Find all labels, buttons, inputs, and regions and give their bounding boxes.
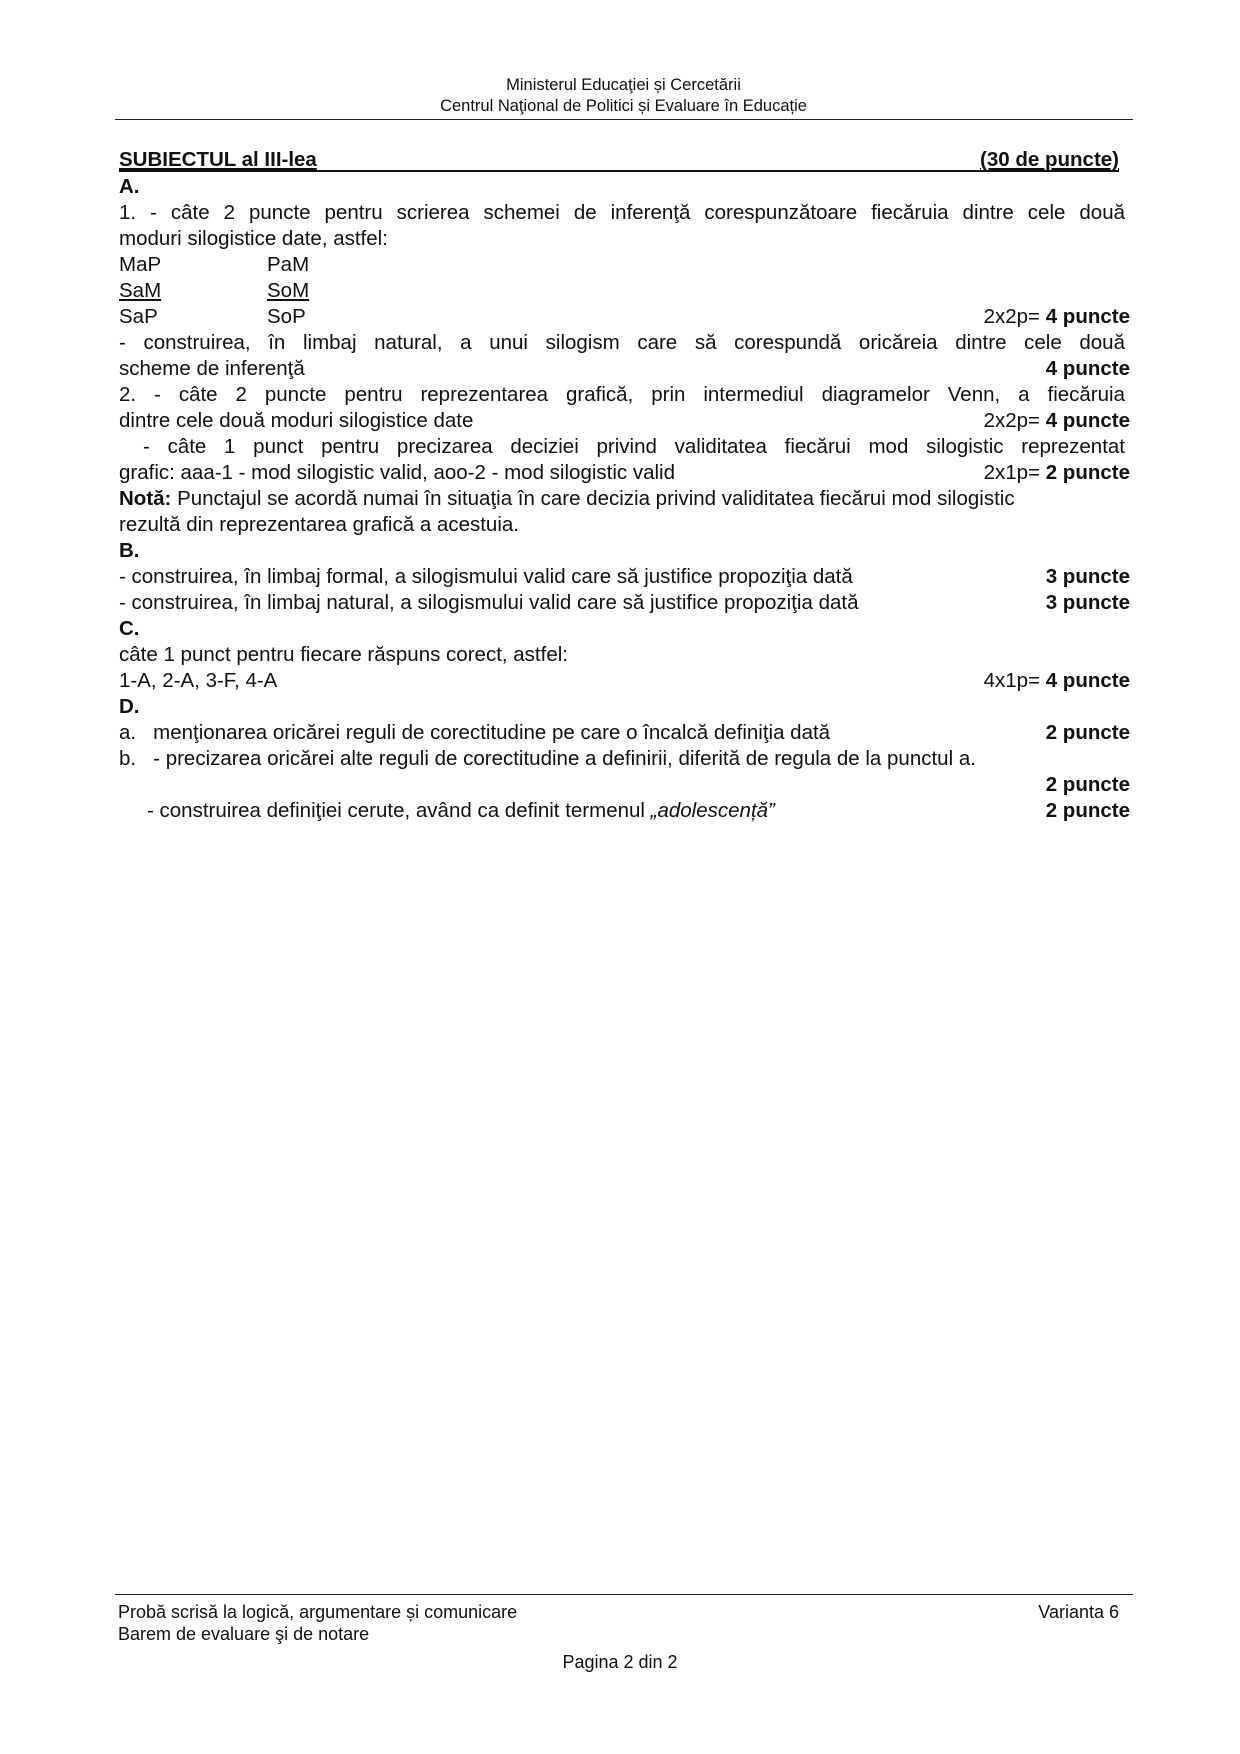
subject-rule — [119, 170, 1119, 172]
c-answers: 1-A, 2-A, 3-F, 4-A — [119, 669, 278, 692]
d-c-term: „adolescență” — [650, 799, 775, 822]
a-decision-line2: grafic: aaa-1 - mod silogistic valid, aoo-2 - mod silogistic valid — [119, 461, 676, 484]
header-rule — [115, 119, 1133, 120]
d-b-score: 2 puncte — [1045, 773, 1130, 796]
c-score-prefix: 4x1p= — [983, 669, 1040, 692]
a-item2-line2: dintre cele două moduri silogistice date — [119, 409, 474, 432]
d-c-prefix: - construirea definiţiei cerute, având ca definit termenul — [147, 799, 651, 822]
scheme-mod2-conclusion: SoP — [267, 305, 306, 328]
d-b-line: b. - precizarea oricărei alte reguli de corectitudine a definirii, diferită de regula de la punctul a. — [119, 747, 976, 770]
b-line1: - construirea, în limbaj formal, a silogismului valid care să justifice propoziţia dată — [119, 565, 853, 588]
a-construct-line1: - construirea, în limbaj natural, a unui silogism care să corespundă oricăreia dintre cele două — [119, 331, 1125, 354]
b-score1: 3 puncte — [1045, 565, 1130, 588]
section-c-label: C. — [119, 617, 140, 640]
a-note-line2: rezultă din reprezentarea grafică a acestuia. — [119, 513, 519, 536]
a-score4-value: 2 puncte — [1045, 461, 1130, 484]
d-a-line: a. menţionarea oricărei reguli de corectitudine pe care o încalcă definiţia dată — [119, 721, 831, 744]
a-item2-line1: 2. - câte 2 puncte pentru reprezentarea grafică, prin intermediul diagramelor Venn, a fiecăruia — [119, 383, 1125, 406]
scheme-mod2-major: PaM — [267, 253, 310, 276]
a-score4 — [984, 460, 1130, 486]
header-ministry: Ministerul Educaţiei și Cercetării — [506, 76, 741, 94]
a-score1-prefix: 2x2p= — [983, 305, 1040, 328]
footer-page-number: Pagina 2 din 2 — [562, 1652, 678, 1672]
footer-variant: Varianta 6 — [1038, 1602, 1119, 1622]
a-score3 — [984, 408, 1130, 434]
d-c-line — [147, 798, 775, 824]
a-score1 — [984, 304, 1130, 330]
a-item1-line1: 1. - câte 2 puncte pentru scrierea schemei de inferenţă corespunzătoare fiecăruia dintre cele două — [119, 201, 1125, 224]
section-b-label: B. — [119, 539, 140, 562]
c-score — [984, 668, 1130, 694]
a-score1-value: 4 puncte — [1045, 305, 1130, 328]
section-d-label: D. — [119, 695, 140, 718]
scheme-mod1-major: MaP — [119, 253, 162, 276]
d-a-score: 2 puncte — [1045, 721, 1130, 744]
footer-barem: Barem de evaluare şi de notare — [118, 1624, 370, 1644]
section-a-label: A. — [119, 175, 140, 198]
subject-points: (30 de puncte) — [980, 148, 1119, 171]
b-line2: - construirea, în limbaj natural, a silogismului valid care să justifice propoziţia dată — [119, 591, 859, 614]
footer-rule — [115, 1594, 1133, 1595]
header-center: Centrul Naţional de Politici și Evaluare în Educație — [440, 97, 807, 115]
a-score3-prefix: 2x2p= — [983, 409, 1040, 432]
subject-title: SUBIECTUL al III-lea — [119, 148, 317, 171]
footer-exam: Probă scrisă la logică, argumentare și comunicare — [118, 1602, 518, 1622]
scheme-mod1-conclusion: SaP — [119, 305, 158, 328]
a-decision-line1: - câte 1 punct pentru precizarea deciziei privind validitatea fiecărui mod silogistic reprezentat — [143, 435, 1125, 458]
scheme-mod2-minor: SoM — [267, 279, 310, 302]
a-score4-prefix: 2x1p= — [983, 461, 1040, 484]
a-item1-line2: moduri silogistice date, astfel: — [119, 227, 388, 250]
note-text: Punctajul se acordă numai în situaţia în care decizia privind validitatea fiecărui mod silogistic — [171, 487, 1015, 510]
b-score2: 3 puncte — [1045, 591, 1130, 614]
a-note-line1 — [119, 486, 1125, 512]
a-score2: 4 puncte — [1045, 357, 1130, 380]
c-line1: câte 1 punct pentru fiecare răspuns corect, astfel: — [119, 643, 568, 666]
a-construct-line2: scheme de inferenţă — [119, 357, 305, 380]
scheme-mod1-minor: SaM — [119, 279, 162, 302]
a-score3-value: 4 puncte — [1045, 409, 1130, 432]
d-c-score: 2 puncte — [1045, 799, 1130, 822]
c-score-value: 4 puncte — [1045, 669, 1130, 692]
note-label: Notă: — [119, 487, 172, 510]
